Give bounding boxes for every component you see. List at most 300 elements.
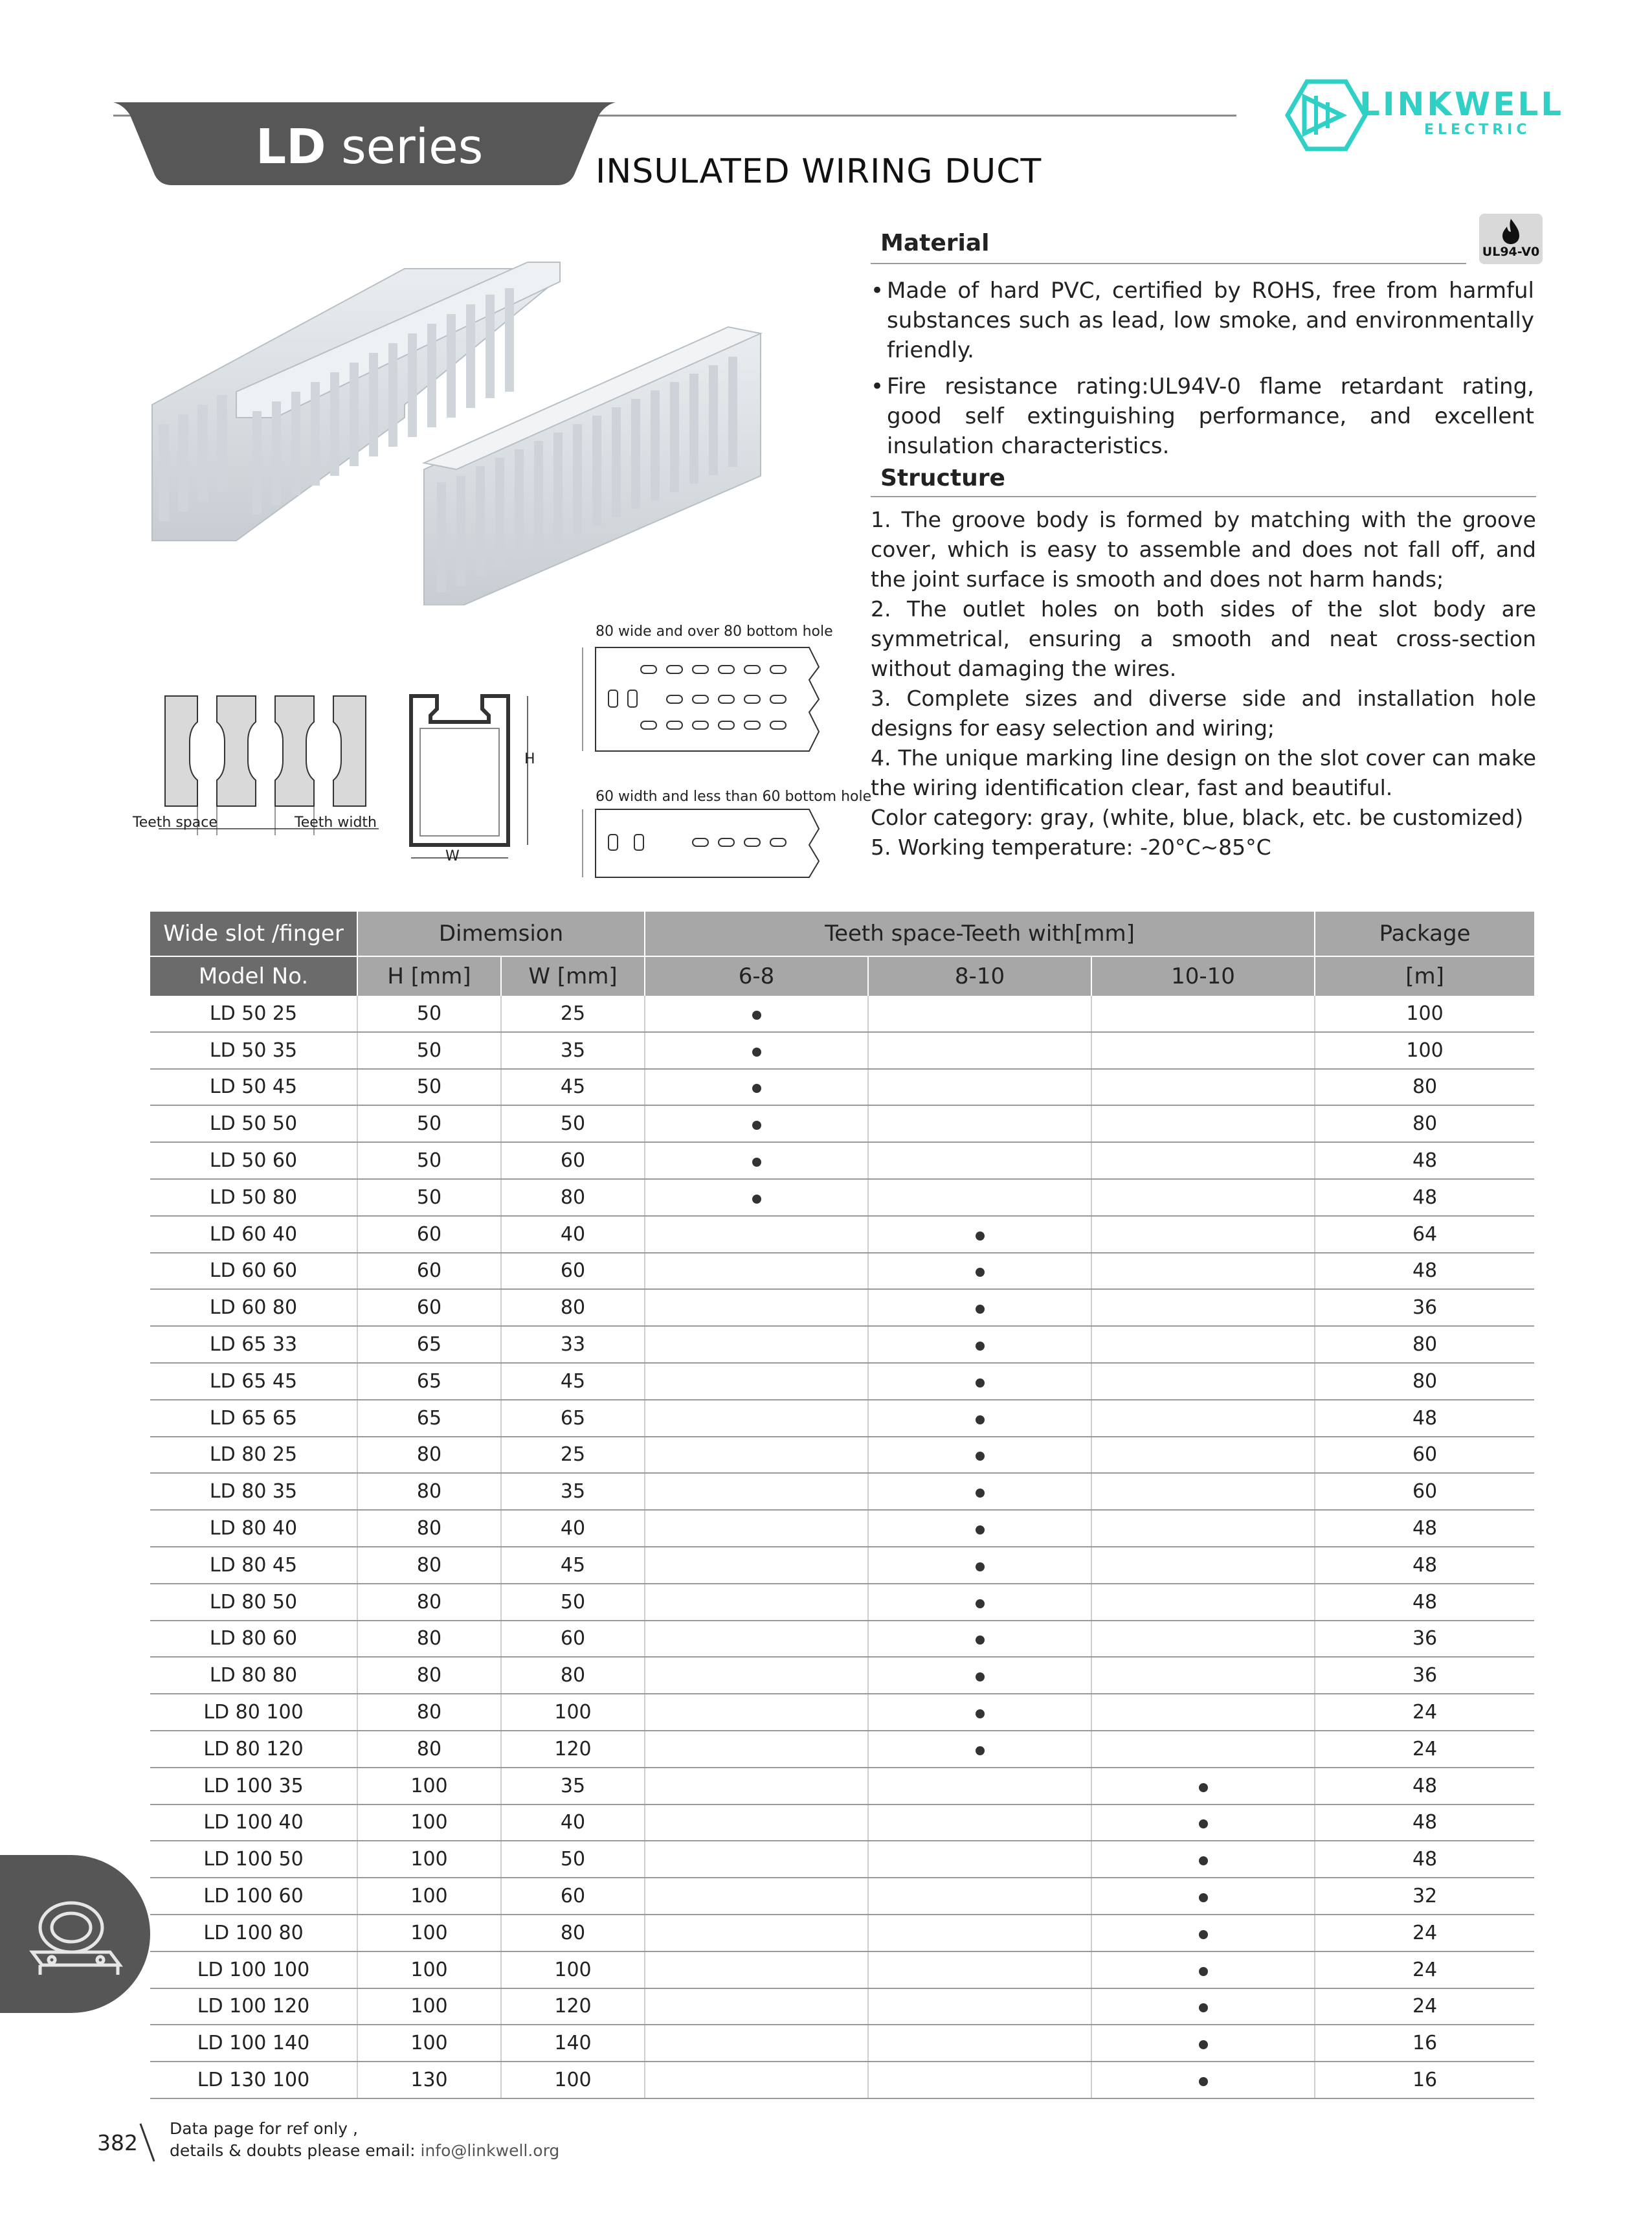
footer-divider [139,2123,155,2161]
cell-w: 80 [501,1657,645,1694]
table-row [150,1253,1534,1290]
availability-dot-icon [976,1562,985,1571]
cell-h: 100 [357,1804,501,1841]
table-row [150,1105,1534,1142]
cell-w: 100 [501,1694,645,1731]
footer-contact: details & doubts please email: info@linkwell.org [170,2141,560,2160]
cell-package: 48 [1315,1142,1534,1179]
cell-model: LD 50 60 [150,1142,357,1179]
table-row [150,1289,1534,1326]
cell-h: 100 [357,1841,501,1878]
cell-teeth [1091,1253,1315,1290]
cell-package: 60 [1315,1473,1534,1510]
availability-dot-icon [1199,1783,1208,1792]
cell-package: 80 [1315,1069,1534,1106]
ul94-badge-label: UL94-V0 [1482,245,1540,259]
availability-dot-icon [1199,1930,1208,1939]
cell-teeth [645,1731,868,1768]
availability-dot-icon [1199,1856,1208,1865]
cell-teeth [868,1289,1091,1326]
cell-package: 48 [1315,1584,1534,1621]
structure-line: 3. Complete sizes and diverse side and installation hole designs for easy selection and wiring; [871,686,1536,741]
cell-h: 50 [357,1179,501,1216]
cell-w: 50 [501,1841,645,1878]
cell-package: 48 [1315,1510,1534,1547]
cell-teeth [1091,1400,1315,1437]
cell-teeth [868,1142,1091,1179]
cell-package: 36 [1315,1289,1534,1326]
cell-w: 140 [501,2025,645,2062]
cell-package: 24 [1315,1694,1534,1731]
cell-package: 36 [1315,1657,1534,1694]
cell-model: LD 80 60 [150,1621,357,1658]
cell-w: 50 [501,1584,645,1621]
cell-h: 60 [357,1216,501,1253]
cell-model: LD 100 60 [150,1878,357,1915]
cell-teeth [645,1105,868,1142]
cell-package: 80 [1315,1105,1534,1142]
cell-model: LD 100 100 [150,1951,357,1988]
cell-model: LD 130 100 [150,2062,357,2098]
cell-h: 65 [357,1363,501,1400]
availability-dot-icon [976,1342,985,1351]
cell-teeth [645,1988,868,2025]
table-row [150,1621,1534,1658]
cell-h: 60 [357,1289,501,1326]
structure-rule [871,496,1536,497]
cell-teeth [645,1657,868,1694]
cell-h: 100 [357,1951,501,1988]
cell-model: LD 100 35 [150,1768,357,1804]
cell-teeth [868,1951,1091,1988]
availability-dot-icon [752,1121,761,1130]
cell-w: 60 [501,1142,645,1179]
product-table [150,912,1534,2099]
height-label: H [524,751,535,767]
cell-teeth [645,1032,868,1069]
cell-teeth [1091,1878,1315,1915]
table-row [150,1326,1534,1363]
cell-teeth [1091,1363,1315,1400]
cell-package: 16 [1315,2062,1534,2098]
availability-dot-icon [976,1672,985,1681]
table-row [150,1804,1534,1841]
availability-dot-icon [976,1268,985,1277]
table-row [150,1915,1534,1951]
availability-dot-icon [1199,2040,1208,2049]
cell-h: 50 [357,996,501,1032]
cell-teeth [1091,2025,1315,2062]
cell-w: 45 [501,1069,645,1106]
cell-teeth [1091,1326,1315,1363]
availability-dot-icon [752,1048,761,1057]
cell-model: LD 80 80 [150,1657,357,1694]
cell-teeth [868,1584,1091,1621]
cell-teeth [868,1657,1091,1694]
table-row [150,1768,1534,1804]
cell-teeth [868,1105,1091,1142]
table-row [150,1584,1534,1621]
cell-teeth [1091,1473,1315,1510]
cell-package: 48 [1315,1400,1534,1437]
cell-package: 24 [1315,1915,1534,1951]
cell-teeth [868,1326,1091,1363]
cell-package: 24 [1315,1731,1534,1768]
subheader-h: H [mm] [357,956,501,996]
availability-dot-icon [976,1231,985,1241]
cell-model: LD 65 65 [150,1400,357,1437]
cell-package: 24 [1315,1951,1534,1988]
structure-line: 5. Working temperature: -20°C~85°C [871,835,1271,860]
cell-teeth [645,1841,868,1878]
category-side-tab [0,1855,150,2013]
cell-model: LD 50 35 [150,1032,357,1069]
availability-dot-icon [1199,2003,1208,2012]
cell-teeth [645,1400,868,1437]
cell-teeth [1091,2062,1315,2098]
cable-clamp-icon [0,1855,150,2013]
table-row [150,1216,1534,1253]
cell-model: LD 50 45 [150,1069,357,1106]
cell-teeth [645,1142,868,1179]
cell-teeth [645,1915,868,1951]
cell-teeth [868,1621,1091,1658]
availability-dot-icon [976,1636,985,1645]
cell-w: 120 [501,1731,645,1768]
cell-package: 48 [1315,1841,1534,1878]
cell-w: 80 [501,1915,645,1951]
cell-teeth [868,1069,1091,1106]
series-title: LD series [256,119,484,175]
cell-teeth [645,1437,868,1474]
cell-model: LD 80 50 [150,1584,357,1621]
cell-w: 45 [501,1547,645,1584]
cell-teeth [645,1621,868,1658]
cell-teeth [645,1289,868,1326]
cell-h: 100 [357,1988,501,2025]
availability-dot-icon [1199,2077,1208,2086]
cell-model: LD 60 40 [150,1216,357,1253]
table-row [150,1547,1534,1584]
page-title: INSULATED WIRING DUCT [596,152,1042,191]
cell-teeth [868,1804,1091,1841]
cell-teeth [645,1473,868,1510]
subheader-model: Model No. [150,956,357,996]
cell-teeth [645,1179,868,1216]
cell-teeth [868,1510,1091,1547]
table-row [150,1731,1534,1768]
structure-list [871,505,1536,862]
width-label: W [445,848,460,864]
cell-h: 80 [357,1473,501,1510]
cell-teeth [645,1694,868,1731]
cell-teeth [645,1363,868,1400]
cell-model: LD 60 80 [150,1289,357,1326]
availability-dot-icon [976,1525,985,1535]
cell-package: 32 [1315,1878,1534,1915]
availability-dot-icon [976,1599,985,1608]
cell-h: 80 [357,1510,501,1547]
cell-h: 80 [357,1731,501,1768]
cell-package: 48 [1315,1804,1534,1841]
structure-line: 1. The groove body is formed by matching with the groove cover, which is easy to assemble and does not fall off, and the joint surface is smooth and does not harm hands; [871,507,1536,592]
cell-package: 48 [1315,1547,1534,1584]
cell-teeth [868,1547,1091,1584]
availability-dot-icon [752,1011,761,1020]
cell-teeth [645,1069,868,1106]
cell-teeth [1091,1951,1315,1988]
material-bullet: • Made of hard PVC, certified by ROHS, free from harmful substances such as lead, low smoke, and environmentally friendly. [871,278,1534,363]
cell-model: LD 50 50 [150,1105,357,1142]
cell-teeth [1091,1621,1315,1658]
table-row [150,2025,1534,2062]
hole-80-label: 80 wide and over 80 bottom hole [596,624,833,640]
availability-dot-icon [976,1305,985,1314]
cell-teeth [645,1951,868,1988]
cell-teeth [868,1768,1091,1804]
cell-package: 36 [1315,1621,1534,1658]
cell-h: 80 [357,1694,501,1731]
header-wide-slot: Wide slot /finger [150,912,357,956]
table-row [150,1179,1534,1216]
subheader-w: W [mm] [501,956,645,996]
availability-dot-icon [1199,1967,1208,1976]
cell-h: 80 [357,1437,501,1474]
cell-teeth [868,1179,1091,1216]
cell-w: 25 [501,1437,645,1474]
cell-w: 33 [501,1326,645,1363]
cell-w: 50 [501,1105,645,1142]
cell-h: 100 [357,1768,501,1804]
cell-model: LD 65 45 [150,1363,357,1400]
table-row [150,2062,1534,2098]
cell-teeth [645,1878,868,1915]
cell-teeth [1091,1289,1315,1326]
bottom-hole-80-diagram [570,641,829,764]
cell-w: 100 [501,2062,645,2098]
cell-w: 25 [501,996,645,1032]
cell-model: LD 100 120 [150,1988,357,2025]
cell-teeth [868,1473,1091,1510]
cell-w: 60 [501,1253,645,1290]
cell-package: 100 [1315,1032,1534,1069]
cell-h: 80 [357,1547,501,1584]
cell-package: 48 [1315,1253,1534,1290]
structure-line: 4. The unique marking line design on the slot cover can make the wiring identification clear, fast and beautiful. [871,745,1536,800]
cell-h: 65 [357,1326,501,1363]
cell-h: 50 [357,1069,501,1106]
bottom-hole-60-diagram [570,806,829,884]
availability-dot-icon [976,1709,985,1718]
cell-w: 60 [501,1621,645,1658]
cell-h: 100 [357,1878,501,1915]
cell-w: 65 [501,1400,645,1437]
brand-name: LINKWELL [1359,85,1565,123]
structure-heading: Structure [880,465,1005,491]
cell-teeth [645,1547,868,1584]
cell-teeth [868,1032,1091,1069]
cell-teeth [868,1437,1091,1474]
teeth-width-label: Teeth width [295,815,377,831]
cell-teeth [1091,1142,1315,1179]
cell-teeth [868,1731,1091,1768]
cell-model: LD 50 80 [150,1179,357,1216]
cell-model: LD 80 40 [150,1510,357,1547]
cell-w: 35 [501,1032,645,1069]
wiring-duct-product-image [146,256,767,605]
material-rule [871,263,1466,264]
cell-h: 50 [357,1032,501,1069]
cell-w: 40 [501,1216,645,1253]
cell-teeth [645,2025,868,2062]
cell-model: LD 50 25 [150,996,357,1032]
cell-w: 60 [501,1878,645,1915]
availability-dot-icon [976,1415,985,1424]
cell-w: 45 [501,1363,645,1400]
cell-w: 40 [501,1510,645,1547]
cell-w: 80 [501,1179,645,1216]
cell-h: 100 [357,2025,501,2062]
availability-dot-icon [976,1489,985,1498]
cell-teeth [645,1216,868,1253]
availability-dot-icon [1199,1893,1208,1902]
cell-teeth [1091,996,1315,1032]
cell-h: 50 [357,1142,501,1179]
cell-w: 80 [501,1289,645,1326]
availability-dot-icon [1199,1819,1208,1828]
cell-package: 80 [1315,1363,1534,1400]
cell-package: 64 [1315,1216,1534,1253]
table-row [150,1363,1534,1400]
cell-w: 100 [501,1951,645,1988]
subheader-teeth-8-10: 8-10 [868,956,1091,996]
cell-package: 24 [1315,1988,1534,2025]
cell-teeth [868,1216,1091,1253]
header-package: Package [1315,912,1534,956]
cell-teeth [868,1915,1091,1951]
teeth-space-label: Teeth space [133,815,218,831]
cell-model: LD 100 140 [150,2025,357,2062]
cell-model: LD 60 60 [150,1253,357,1290]
brand-sub: ELECTRIC [1424,122,1531,138]
footer-note: Data page for ref only , [170,2119,358,2138]
cell-model: LD 80 25 [150,1437,357,1474]
cell-w: 35 [501,1768,645,1804]
cell-teeth [868,1400,1091,1437]
table-body [150,996,1534,2098]
structure-line: 2. The outlet holes on both sides of the slot body are symmetrical, ensuring a smooth and neat cross-section without damaging the wires. [871,596,1536,681]
cell-model: LD 100 80 [150,1915,357,1951]
table-row [150,1142,1534,1179]
table-row [150,996,1534,1032]
subheader-package-unit: [m] [1315,956,1534,996]
cell-package: 80 [1315,1326,1534,1363]
footer-email[interactable]: info@linkwell.org [420,2141,560,2160]
subheader-teeth-10-10: 10-10 [1091,956,1315,996]
cell-teeth [1091,1915,1315,1951]
header-dimension: Dimemsion [357,912,645,956]
availability-dot-icon [976,1378,985,1388]
cell-w: 40 [501,1804,645,1841]
availability-dot-icon [976,1452,985,1461]
cell-teeth [1091,1584,1315,1621]
cell-model: LD 80 120 [150,1731,357,1768]
cell-model: LD 65 33 [150,1326,357,1363]
table-row [150,1951,1534,1988]
cell-w: 120 [501,1988,645,2025]
cell-teeth [868,996,1091,1032]
cell-h: 80 [357,1621,501,1658]
cell-h: 50 [357,1105,501,1142]
availability-dot-icon [752,1084,761,1093]
cell-w: 35 [501,1473,645,1510]
cell-teeth [868,1841,1091,1878]
cell-teeth [645,1804,868,1841]
availability-dot-icon [752,1195,761,1204]
cell-teeth [1091,1510,1315,1547]
cell-teeth [1091,1694,1315,1731]
structure-line: Color category: gray, (white, blue, black, etc. be customized) [871,805,1524,830]
cell-teeth [1091,1731,1315,1768]
cell-teeth [645,1253,868,1290]
cell-package: 60 [1315,1437,1534,1474]
table-row [150,1473,1534,1510]
cell-h: 130 [357,2062,501,2098]
table-row [150,1657,1534,1694]
cell-teeth [868,1363,1091,1400]
cell-h: 80 [357,1657,501,1694]
cell-package: 100 [1315,996,1534,1032]
header-teeth: Teeth space-Teeth with[mm] [645,912,1315,956]
cell-teeth [868,1694,1091,1731]
cell-teeth [645,1768,868,1804]
table-row [150,1988,1534,2025]
cell-teeth [1091,1069,1315,1106]
cell-teeth [868,2062,1091,2098]
cell-teeth [868,1988,1091,2025]
cell-teeth [645,1510,868,1547]
hole-60-label: 60 width and less than 60 bottom hole [596,789,872,805]
table-row [150,1510,1534,1547]
cell-model: LD 80 100 [150,1694,357,1731]
cell-teeth [868,1878,1091,1915]
cell-teeth [1091,1437,1315,1474]
table-row [150,1400,1534,1437]
cross-section-diagram [398,683,547,864]
cell-teeth [645,996,868,1032]
table-row [150,1032,1534,1069]
cell-h: 80 [357,1584,501,1621]
table-row [150,1069,1534,1106]
cell-package: 16 [1315,2025,1534,2062]
availability-dot-icon [976,1746,985,1755]
cell-teeth [1091,1657,1315,1694]
cell-teeth [645,1326,868,1363]
table-row [150,1437,1534,1474]
table-row [150,1841,1534,1878]
cell-teeth [1091,1804,1315,1841]
cell-teeth [868,2025,1091,2062]
table-row [150,1878,1534,1915]
cell-model: LD 100 50 [150,1841,357,1878]
cell-package: 48 [1315,1179,1534,1216]
cell-h: 65 [357,1400,501,1437]
cell-teeth [645,2062,868,2098]
cell-model: LD 100 40 [150,1804,357,1841]
cell-model: LD 80 45 [150,1547,357,1584]
cell-teeth [868,1253,1091,1290]
cell-h: 100 [357,1915,501,1951]
